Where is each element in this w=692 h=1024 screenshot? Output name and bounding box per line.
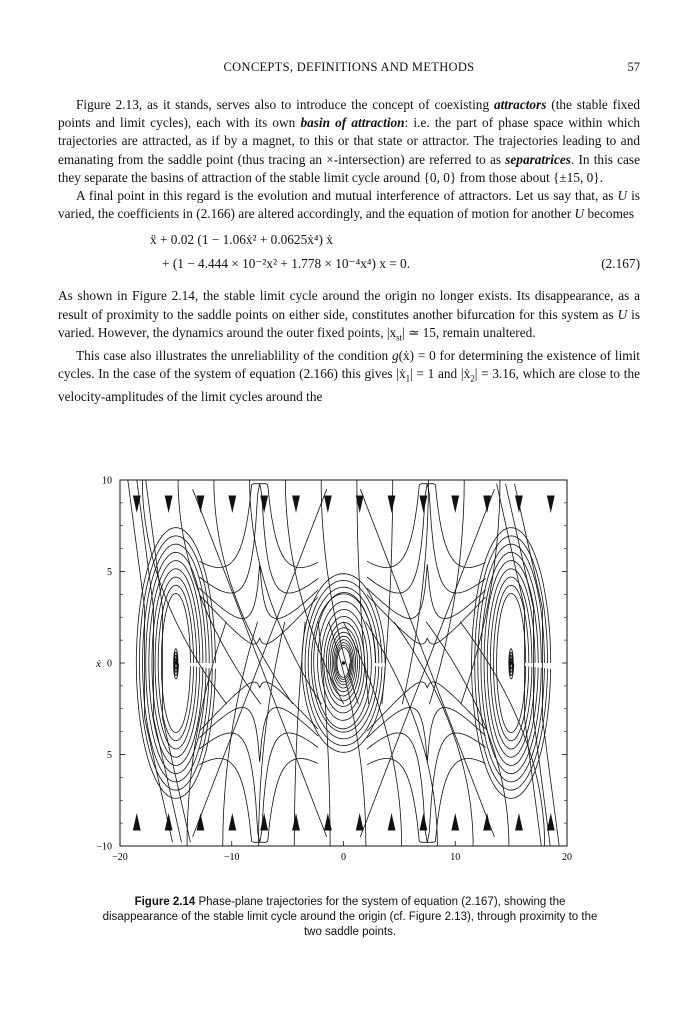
direction-arrow-up xyxy=(483,813,491,830)
caption-text: Phase-plane trajectories for the system of equation (2.167), showing the disappearance of the stable limit cycle around the origin (cf. Figure 2.13), through proximity to the two saddle points. xyxy=(102,896,598,938)
saddle-flow xyxy=(199,682,318,731)
y-tick-label: 10 xyxy=(102,475,112,487)
direction-arrow-down xyxy=(388,496,396,513)
direction-arrow-down xyxy=(451,496,459,513)
fixed-point xyxy=(174,661,178,665)
direction-arrow-up xyxy=(419,813,427,830)
edge-flow-left xyxy=(128,480,173,842)
trajectory-bottom xyxy=(223,622,258,846)
direction-arrow-down xyxy=(324,496,332,513)
y-tick-label: 5 xyxy=(107,567,112,578)
direction-arrow-down xyxy=(419,496,427,513)
page-number: 57 xyxy=(627,60,640,74)
page-header xyxy=(58,60,640,78)
y-tick-label: −10 xyxy=(96,841,112,853)
text-segment: . In this case they separate the basins of attraction of the stable limit cycle around {0, 0} from those about {±15, 0}. xyxy=(58,151,641,185)
text-segment: | = 3.16, which are close to the velocity-amplitudes of the limit cycles around the xyxy=(58,365,640,404)
text-segment: separatrices xyxy=(505,151,571,167)
equation-number: (2.167) xyxy=(601,256,640,272)
x-tick-label: −10 xyxy=(223,852,240,863)
phase-plane-figure xyxy=(82,472,592,872)
trajectory-top xyxy=(461,480,500,704)
figure-caption xyxy=(100,895,600,940)
x-tick-label: 0 xyxy=(341,852,346,863)
saddle-flow xyxy=(199,708,318,762)
direction-arrow-down xyxy=(547,496,555,513)
text-segment: | = 1 and |ẋ xyxy=(410,365,471,381)
direction-arrow-up xyxy=(356,813,364,830)
direction-arrow-down xyxy=(260,496,268,513)
text-segment: U xyxy=(617,306,628,322)
direction-arrow-down xyxy=(197,496,205,513)
caption-label: Figure 2.14 xyxy=(134,896,196,908)
fixed-point xyxy=(342,661,346,665)
direction-arrow-down xyxy=(515,496,523,513)
edge-flow-right xyxy=(515,484,560,846)
paragraph xyxy=(58,287,640,346)
text-segment: (the stable fixed points and limit cycles), each with its own xyxy=(58,97,640,131)
direction-arrow-up xyxy=(197,813,205,830)
direction-arrow-up xyxy=(228,813,236,830)
paragraph xyxy=(58,347,640,406)
equation-2-167 xyxy=(58,229,640,283)
direction-arrow-up xyxy=(515,813,523,830)
direction-arrow-down xyxy=(228,496,236,513)
text-segment: is varied, the coefficients in (2.166) are altered accordingly, and the equation of motion for another xyxy=(58,188,640,222)
direction-arrow-up xyxy=(165,813,173,830)
y-tick-label: 5 xyxy=(107,750,112,761)
text-segment: U xyxy=(574,206,585,222)
saddle-flow xyxy=(367,708,486,762)
direction-arrow-up xyxy=(451,813,459,830)
trajectory-bottom xyxy=(187,622,226,846)
equation-line-1: ẍ + 0.02 (1 − 1.06ẋ² + 0.0625ẋ⁴) ẋ xyxy=(150,232,333,248)
x-tick-label: 20 xyxy=(562,852,572,863)
direction-arrow-down xyxy=(292,496,300,513)
saddle-flow xyxy=(367,595,486,644)
text-segment: 2 xyxy=(470,373,475,384)
text-segment: attractors xyxy=(493,97,547,112)
phase-plane-plot xyxy=(82,472,592,872)
edge-flow-right xyxy=(497,484,542,846)
text-segment: | ≃ 15, remain unaltered. xyxy=(402,324,536,340)
direction-arrow-up xyxy=(292,813,300,830)
text-segment: becomes xyxy=(584,206,635,222)
text-segment: g xyxy=(391,347,399,363)
saddle-flow xyxy=(199,595,318,644)
text-segment: basin of attraction xyxy=(300,115,405,131)
direction-arrow-up xyxy=(324,813,332,830)
direction-arrow-up xyxy=(388,813,396,830)
direction-arrow-up xyxy=(133,813,141,830)
equation-line-2: + (1 − 4.444 × 10⁻²x² + 1.778 × 10⁻⁴x⁴) x = 0. xyxy=(162,256,411,272)
x-tick-label: 10 xyxy=(450,852,461,863)
text-segment: 1 xyxy=(405,373,411,384)
text-segment: A final point in this regard is the evolution and mutual interference of attractors. Let us say that, as xyxy=(76,188,618,204)
trajectory-top xyxy=(429,480,464,704)
text-segment: This case also illustrates the unreliablility of the condition xyxy=(76,347,392,363)
text-segment: : i.e. the part of phase space within which trajectories are attracted, as if by a magnet, to this or that state or attractor. The trajectories leading to and emanating from the saddle point (thus tracing an ×-intersection) are referred to as xyxy=(58,115,640,167)
y-axis-label: ẋ xyxy=(96,658,101,670)
paragraph xyxy=(58,96,640,187)
direction-arrow-down xyxy=(165,496,173,513)
direction-arrow-down xyxy=(483,496,491,513)
fixed-point xyxy=(509,661,513,665)
body-text xyxy=(58,96,640,406)
text-segment: is varied. However, the dynamics around the outer fixed points, |x xyxy=(58,306,640,340)
text-segment: As shown in Figure 2.14, the stable limit cycle around the origin no longer exists. Its disappearance, as a result of proximity to the saddle points on either side, constitutes another bifurcation for this system as xyxy=(58,288,640,322)
direction-arrow-up xyxy=(547,813,555,830)
paragraph xyxy=(58,187,640,223)
trajectory-top xyxy=(250,480,322,704)
edge-flow-left xyxy=(146,480,191,842)
saddle-flow xyxy=(367,564,486,618)
direction-arrow-down xyxy=(133,496,141,513)
saddle-flow xyxy=(367,682,486,731)
text-segment: (ẋ) = 0 for determining the existence of limit cycles. In the case of the system of equation (2.166) this gives |ẋ xyxy=(58,347,640,381)
text-segment: U xyxy=(617,188,628,204)
running-title: CONCEPTS, DEFINITIONS AND METHODS xyxy=(223,60,475,74)
y-tick-label: 0 xyxy=(107,658,112,670)
text-segment: st xyxy=(396,332,403,343)
direction-arrow-up xyxy=(260,813,268,830)
x-tick-label: −20 xyxy=(112,852,128,863)
trajectory-bottom xyxy=(366,622,438,846)
text-segment: Figure 2.13, as it stands, serves also to introduce the concept of coexisting xyxy=(76,97,494,112)
